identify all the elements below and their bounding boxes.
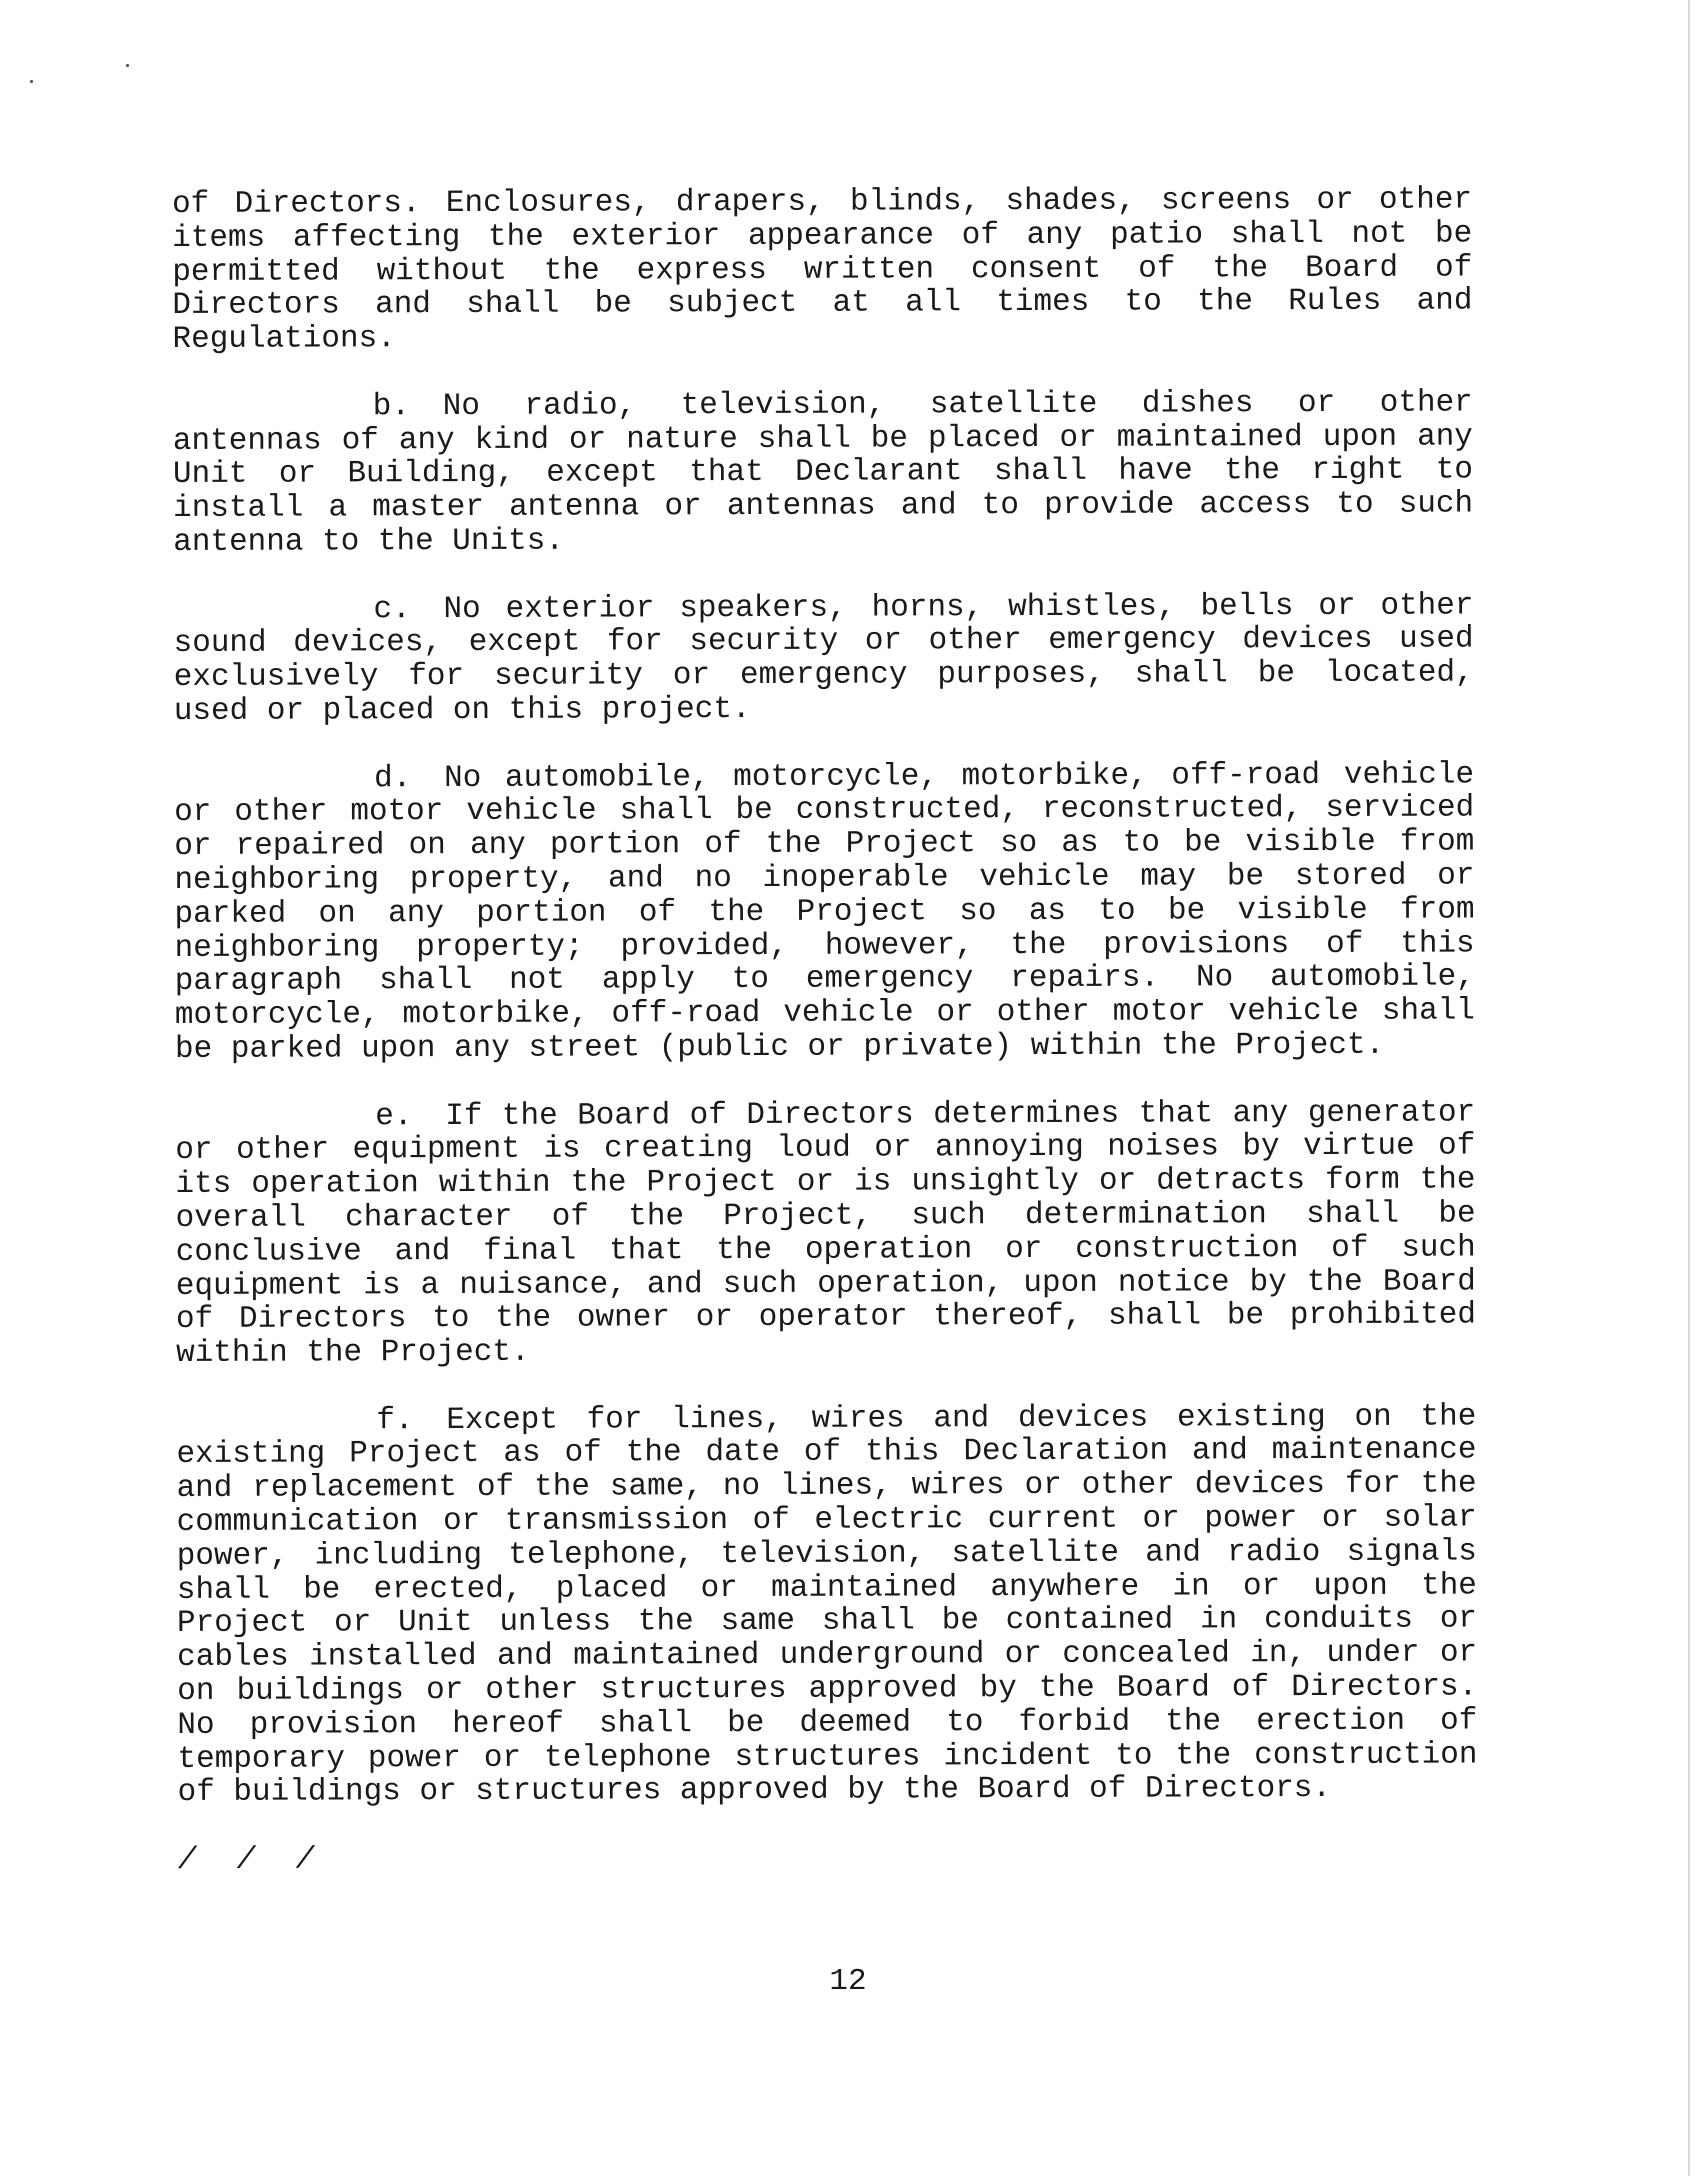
scan-edge-line <box>1688 0 1690 2176</box>
scan-speck <box>126 64 129 67</box>
scan-speck <box>30 80 33 83</box>
paragraph-label: c. <box>373 591 411 627</box>
paragraph-label: d. <box>374 760 412 796</box>
paragraph-text: No automobile, motorcycle, motorbike, off-road vehicle or other motor vehicle shall be constructed, reconstructed, serviced or repaired on any portion of the Project so as to be visible from neighboring property, and no inoperable vehicle may be stored or parked on any portion of the Project so as to be visible from neighboring property; provided, however, the provisions of this paragraph shall not apply to emergency repairs. No automobile, motorcycle, motorbike, off-road vehicle or other motor vehicle shall be parked upon any street (public or private) within the Project. <box>174 757 1475 1067</box>
paragraph-label: f. <box>376 1402 414 1438</box>
continuation-mark: / / / <box>177 1842 326 1879</box>
paragraph-c <box>173 589 1473 729</box>
paragraph-label: b. <box>372 388 411 425</box>
paragraph-text: of Directors. Enclosures, drapers, blinds, shades, screens or other items affecting the exterior appearance of any patio shall not be permitted without the express written consent of the Board of Directors and shall be subject at all times to the Rules and Regulations. <box>171 182 1473 358</box>
paragraph-text: No radio, television, satellite dishes or other antennas of any kind or nature shall be placed or maintained upon any Unit or Building, except that Declarant shall have the right to install a master antenna or antennas and to provide access to such antenna to the Units. <box>172 385 1474 560</box>
paragraph-d <box>174 758 1475 1067</box>
paragraph-label: e. <box>375 1098 413 1134</box>
paragraph-continuation <box>172 183 1473 357</box>
paragraph-f <box>176 1400 1477 1810</box>
document-body <box>172 183 1478 1877</box>
paragraph-e <box>175 1096 1476 1371</box>
paragraph-b <box>173 386 1474 560</box>
paragraph-text: Except for lines, wires and devices existing on the existing Project as of the date of this Declaration and maintenance and replacement of the same, no lines, wires or other devices for the communication or transmission of electric current or power or solar power, including telephone, television, satellite and radio signals shall be erected, placed or maintained anywhere in or upon the Project or Unit unless the same shall be contained in conduits or cables installed and maintained underground or concealed in, under or on buildings or other structures approved by the Board of Directors. No provision hereof shall be deemed to forbid the erection of temporary power or telephone structures incident to the construction of buildings or structures approved by the Board of Directors. <box>176 1399 1478 1811</box>
page-number: 12 <box>829 1964 867 1999</box>
paragraph-text: No exterior speakers, horns, whistles, bells or other sound devices, except for security or other emergency devices used exclusively for security or emergency purposes, shall be located, used or placed on this project. <box>173 588 1474 729</box>
paragraph-text: If the Board of Directors determines that any generator or other equipment is creating loud or annoying noises by virtue of its operation within the Project or is unsightly or detracts form the overall character of the Project, such determination shall be conclusive and final that the operation or construction of such equipment is a nuisance, and such operation, upon notice by the Board of Directors to the owner or operator thereof, shall be prohibited within the Project. <box>175 1094 1477 1372</box>
